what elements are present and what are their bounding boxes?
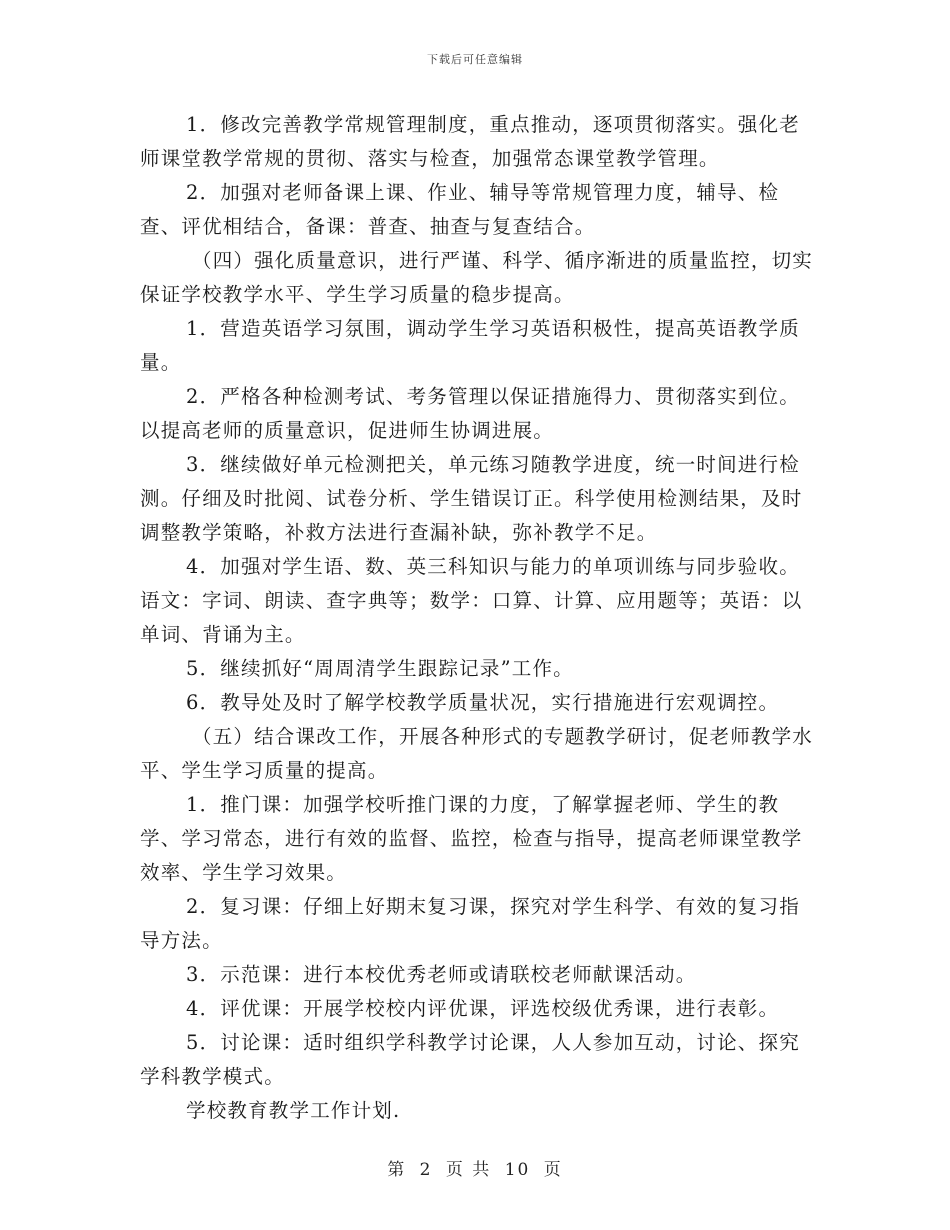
document-body	[140, 108, 820, 1128]
footer-prefix: 第	[387, 1160, 407, 1180]
paragraph-item: 2．复习课：仔细上好期末复习课，探究对学生科学、有效的复习指导方法。	[140, 895, 800, 952]
page-footer	[0, 1155, 950, 1180]
paragraph-item: 5．讨论课：适时组织学科教学讨论课，人人参加互动，讨论、探究学科教学模式。	[140, 1031, 800, 1088]
document-title-line: 学校教育教学工作计划.	[186, 1099, 401, 1122]
paragraph-item: 4．加强对学生语、数、英三科知识与能力的单项训练与同步验收。语文：字词、朗读、查字典等；数学：口算、计算、应用题等；英语：以单词、背诵为主。	[140, 555, 803, 646]
paragraph-item: 3．示范课：进行本校优秀老师或请联校老师献课活动。	[186, 963, 697, 986]
paragraph-item: 3．继续做好单元检测把关，单元练习随教学进度，统一时间进行检测。仔细及时批阅、试卷分析、学生错误订正。科学使用检测结果，及时调整教学策略，补救方法进行查漏补缺，弥补教学不足。	[140, 453, 803, 544]
paragraph-item: 1．修改完善教学常规管理制度，重点推动，逐项贯彻落实。强化老师课堂教学常规的贯彻、落实与检查，加强常态课堂教学管理。	[140, 113, 800, 170]
paragraph-item: 1．营造英语学习氛围，调动学生学习英语积极性，提高英语教学质量。	[140, 317, 800, 374]
footer-suffix: 页	[543, 1160, 563, 1180]
paragraph-item: 2．加强对老师备课上课、作业、辅导等常规管理力度，辅导、检查、评优相结合，备课：普查、抽查与复查结合。	[140, 181, 780, 238]
paragraph-item: 2．严格各种检测考试、考务管理以保证措施得力、贯彻落实到位。以提高老师的质量意识，促进师生协调进展。	[140, 385, 800, 442]
total-page-count: 10	[504, 1160, 531, 1180]
page-header: 下载后可任意编辑	[427, 53, 523, 66]
section-heading: （五）结合课改工作，开展各种形式的专题教学研讨，促老师教学水平、学生学习质量的提高。	[140, 725, 814, 782]
paragraph-item: 5．继续抓好“周周清学生跟踪记录”工作。	[186, 657, 574, 680]
current-page-number: 2	[419, 1160, 433, 1180]
paragraph-item: 6．教导处及时了解学校教学质量状况，实行措施进行宏观调控。	[186, 691, 780, 714]
section-heading: （四）强化质量意识，进行严谨、科学、循序渐进的质量监控，切实保证学校教学水平、学生学习质量的稳步提高。	[140, 249, 814, 306]
footer-middle: 页 共	[445, 1160, 492, 1180]
paragraph-item: 4．评优课：开展学校校内评优课，评选校级优秀课，进行表彰。	[186, 997, 780, 1020]
paragraph-item: 1．推门课：加强学校听推门课的力度，了解掌握老师、学生的教学、学习常态，进行有效的监督、监控，检查与指导，提高老师课堂教学效率、学生学习效果。	[140, 793, 803, 884]
